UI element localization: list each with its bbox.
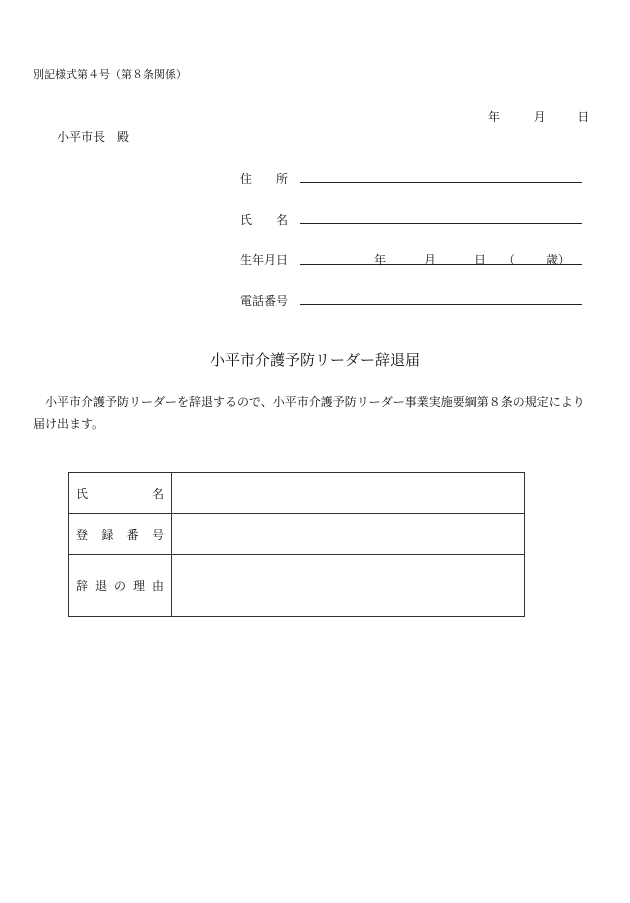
table-row <box>69 514 525 555</box>
phone-label: 電話番号 <box>240 294 289 308</box>
birth-month-label: 月 <box>424 253 437 267</box>
birth-day-label: 日 <box>474 253 487 267</box>
birthdate-label: 生年月日 <box>240 253 289 267</box>
submission-date <box>488 108 589 125</box>
birth-year-label: 年 <box>374 253 387 267</box>
address-label: 住 所 <box>240 172 289 186</box>
row-value-reason[interactable] <box>172 555 525 617</box>
row-value-name[interactable] <box>172 473 525 514</box>
document-body: 小平市介護予防リーダーを辞退するので、小平市介護予防リーダー事業実施要綱第８条の規定により届け出ます。 <box>33 395 585 431</box>
row-label-registration-number: 登録番号 <box>69 514 172 555</box>
address-field[interactable] <box>300 182 582 183</box>
birth-age-open: （ <box>503 253 516 267</box>
phone-field[interactable] <box>300 304 582 305</box>
form-reference: 別記様式第４号（第８条関係） <box>33 68 187 81</box>
document-title: 小平市介護予防リーダー辞退届 <box>209 351 420 369</box>
row-label-reason: 辞退の理由 <box>69 555 172 617</box>
row-label-name: 氏名 <box>69 473 172 514</box>
addressee: 小平市長 殿 <box>57 130 130 144</box>
date-day-label: 日 <box>577 110 590 124</box>
birth-age-label: 歳） <box>546 253 571 267</box>
table-row <box>69 555 525 617</box>
name-field[interactable] <box>300 223 582 224</box>
birthdate-underline <box>300 264 582 265</box>
name-label: 氏 名 <box>240 213 289 227</box>
date-month-label: 月 <box>533 110 546 124</box>
date-year-label: 年 <box>488 110 501 124</box>
resignation-table <box>68 472 525 617</box>
table-row <box>69 473 525 514</box>
row-value-registration-number[interactable] <box>172 514 525 555</box>
